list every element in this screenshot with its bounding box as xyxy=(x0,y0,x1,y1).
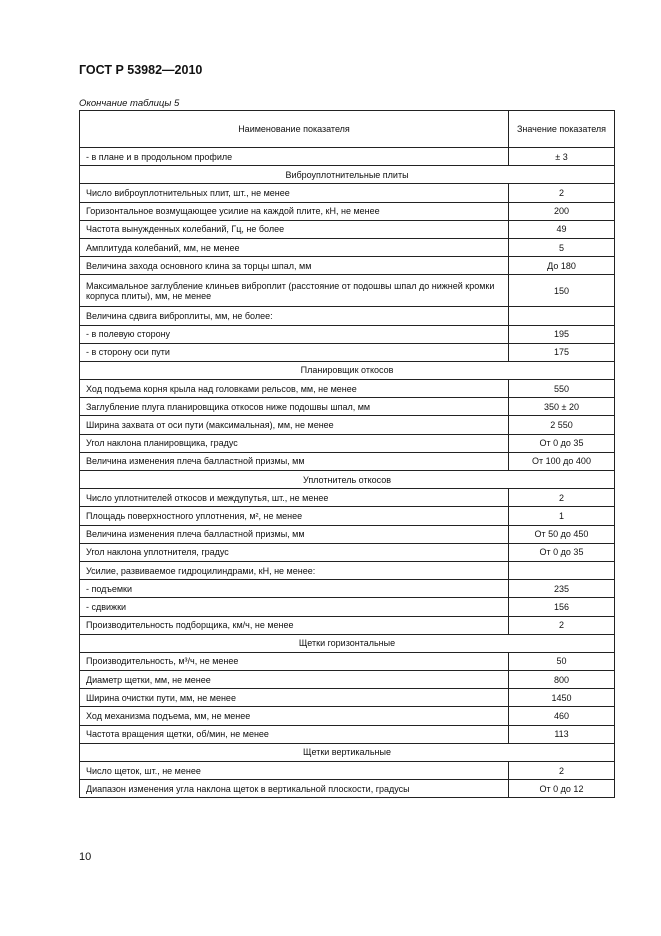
parameter-value: 2 550 xyxy=(509,416,615,434)
section-header-row xyxy=(80,471,615,489)
table-row xyxy=(80,238,615,256)
parameter-name: Горизонтальное возмущающее усилие на каждой плите, кН, не менее xyxy=(80,202,509,220)
parameter-value: От 0 до 35 xyxy=(509,434,615,452)
parameter-value: 2 xyxy=(509,489,615,507)
parameter-value: 2 xyxy=(509,616,615,634)
parameter-value: 195 xyxy=(509,325,615,343)
parameter-name: Максимальное заглубление клиньев виброплит (расстояние от подошвы шпал до нижней кромки корпуса плиты), мм, не менее xyxy=(80,275,509,307)
parameter-name: Производительность, м³/ч, не менее xyxy=(80,652,509,670)
parameter-value: 1450 xyxy=(509,689,615,707)
table-row xyxy=(80,343,615,361)
table-row xyxy=(80,762,615,780)
table-row xyxy=(80,725,615,743)
parameter-name: Ход механизма подъема, мм, не менее xyxy=(80,707,509,725)
table-row xyxy=(80,689,615,707)
parameter-name: - сдвижки xyxy=(80,598,509,616)
parameter-value xyxy=(509,307,615,325)
table-row xyxy=(80,202,615,220)
table-row xyxy=(80,434,615,452)
parameter-name: Число виброуплотнительных плит, шт., не менее xyxy=(80,184,509,202)
table-row xyxy=(80,671,615,689)
column-header-value: Значение показателя xyxy=(509,111,615,148)
parameter-value: 800 xyxy=(509,671,615,689)
section-title: Щетки вертикальные xyxy=(80,743,615,761)
table-row xyxy=(80,452,615,470)
table-row xyxy=(80,275,615,307)
parameter-name: Диаметр щетки, мм, не менее xyxy=(80,671,509,689)
parameter-name: - подъемки xyxy=(80,580,509,598)
parameter-value: До 180 xyxy=(509,257,615,275)
section-title: Уплотнитель откосов xyxy=(80,471,615,489)
parameter-value: От 0 до 35 xyxy=(509,543,615,561)
parameter-name: Ширина захвата от оси пути (максимальная), мм, не менее xyxy=(80,416,509,434)
parameter-value: 550 xyxy=(509,380,615,398)
section-header-row xyxy=(80,743,615,761)
parameter-name: Усилие, развиваемое гидроцилиндрами, кН, не менее: xyxy=(80,561,509,579)
column-header-name: Наименование показателя xyxy=(80,111,509,148)
table-row xyxy=(80,616,615,634)
parameter-value: 49 xyxy=(509,220,615,238)
parameters-table xyxy=(79,110,615,798)
parameter-value: 2 xyxy=(509,184,615,202)
table-row xyxy=(80,148,615,166)
parameter-name: Величина сдвига виброплиты, мм, не более: xyxy=(80,307,509,325)
table-row xyxy=(80,543,615,561)
table-row xyxy=(80,525,615,543)
parameter-name: - в полевую сторону xyxy=(80,325,509,343)
table-row xyxy=(80,489,615,507)
table-row xyxy=(80,325,615,343)
parameter-name: Величина захода основного клина за торцы шпал, мм xyxy=(80,257,509,275)
parameter-value: 113 xyxy=(509,725,615,743)
parameter-name: Число щеток, шт., не менее xyxy=(80,762,509,780)
parameter-value: 1 xyxy=(509,507,615,525)
table-row xyxy=(80,398,615,416)
table-row xyxy=(80,707,615,725)
section-title: Щетки горизонтальные xyxy=(80,634,615,652)
table-row xyxy=(80,220,615,238)
parameter-value: 150 xyxy=(509,275,615,307)
parameter-name: Частота вынужденных колебаний, Гц, не более xyxy=(80,220,509,238)
table-caption: Окончание таблицы 5 xyxy=(79,98,180,109)
section-header-row xyxy=(80,634,615,652)
table-row xyxy=(80,257,615,275)
parameter-value: ± 3 xyxy=(509,148,615,166)
parameter-value xyxy=(509,561,615,579)
table-row xyxy=(80,184,615,202)
table-row xyxy=(80,416,615,434)
section-title: Виброуплотнительные плиты xyxy=(80,166,615,184)
table-row xyxy=(80,652,615,670)
parameter-name: Число уплотнителей откосов и междупутья, шт., не менее xyxy=(80,489,509,507)
section-header-row xyxy=(80,166,615,184)
parameter-name: Заглубление плуга планировщика откосов ниже подошвы шпал, мм xyxy=(80,398,509,416)
parameter-value: От 0 до 12 xyxy=(509,780,615,798)
parameter-value: 350 ± 20 xyxy=(509,398,615,416)
table-header-row xyxy=(80,111,615,148)
parameter-name: Величина изменения плеча балластной призмы, мм xyxy=(80,452,509,470)
parameter-value: 175 xyxy=(509,343,615,361)
parameter-value: 2 xyxy=(509,762,615,780)
table-row xyxy=(80,307,615,325)
parameter-name: - в плане и в продольном профиле xyxy=(80,148,509,166)
parameter-name: Величина изменения плеча балластной призмы, мм xyxy=(80,525,509,543)
parameter-value: 235 xyxy=(509,580,615,598)
parameter-name: Площадь поверхностного уплотнения, м², не менее xyxy=(80,507,509,525)
parameter-name: Амплитуда колебаний, мм, не менее xyxy=(80,238,509,256)
parameter-value: 200 xyxy=(509,202,615,220)
table-row xyxy=(80,561,615,579)
table-row xyxy=(80,598,615,616)
table-row xyxy=(80,380,615,398)
table-row xyxy=(80,780,615,798)
parameter-name: Производительность подборщика, км/ч, не менее xyxy=(80,616,509,634)
parameter-value: 156 xyxy=(509,598,615,616)
parameter-value: 5 xyxy=(509,238,615,256)
parameter-name: Частота вращения щетки, об/мин, не менее xyxy=(80,725,509,743)
table-row xyxy=(80,580,615,598)
parameter-value: 50 xyxy=(509,652,615,670)
parameter-name: Угол наклона планировщика, градус xyxy=(80,434,509,452)
parameter-value: От 100 до 400 xyxy=(509,452,615,470)
parameter-name: Ширина очистки пути, мм, не менее xyxy=(80,689,509,707)
parameter-name: Ход подъема корня крыла над головками рельсов, мм, не менее xyxy=(80,380,509,398)
section-header-row xyxy=(80,361,615,379)
parameter-name: Угол наклона уплотнителя, градус xyxy=(80,543,509,561)
document-code: ГОСТ Р 53982—2010 xyxy=(79,63,203,77)
table-row xyxy=(80,507,615,525)
parameter-value: 460 xyxy=(509,707,615,725)
section-title: Планировщик откосов xyxy=(80,361,615,379)
parameter-name: Диапазон изменения угла наклона щеток в вертикальной плоскости, градусы xyxy=(80,780,509,798)
parameter-name: - в сторону оси пути xyxy=(80,343,509,361)
page-number: 10 xyxy=(79,851,92,863)
parameter-value: От 50 до 450 xyxy=(509,525,615,543)
